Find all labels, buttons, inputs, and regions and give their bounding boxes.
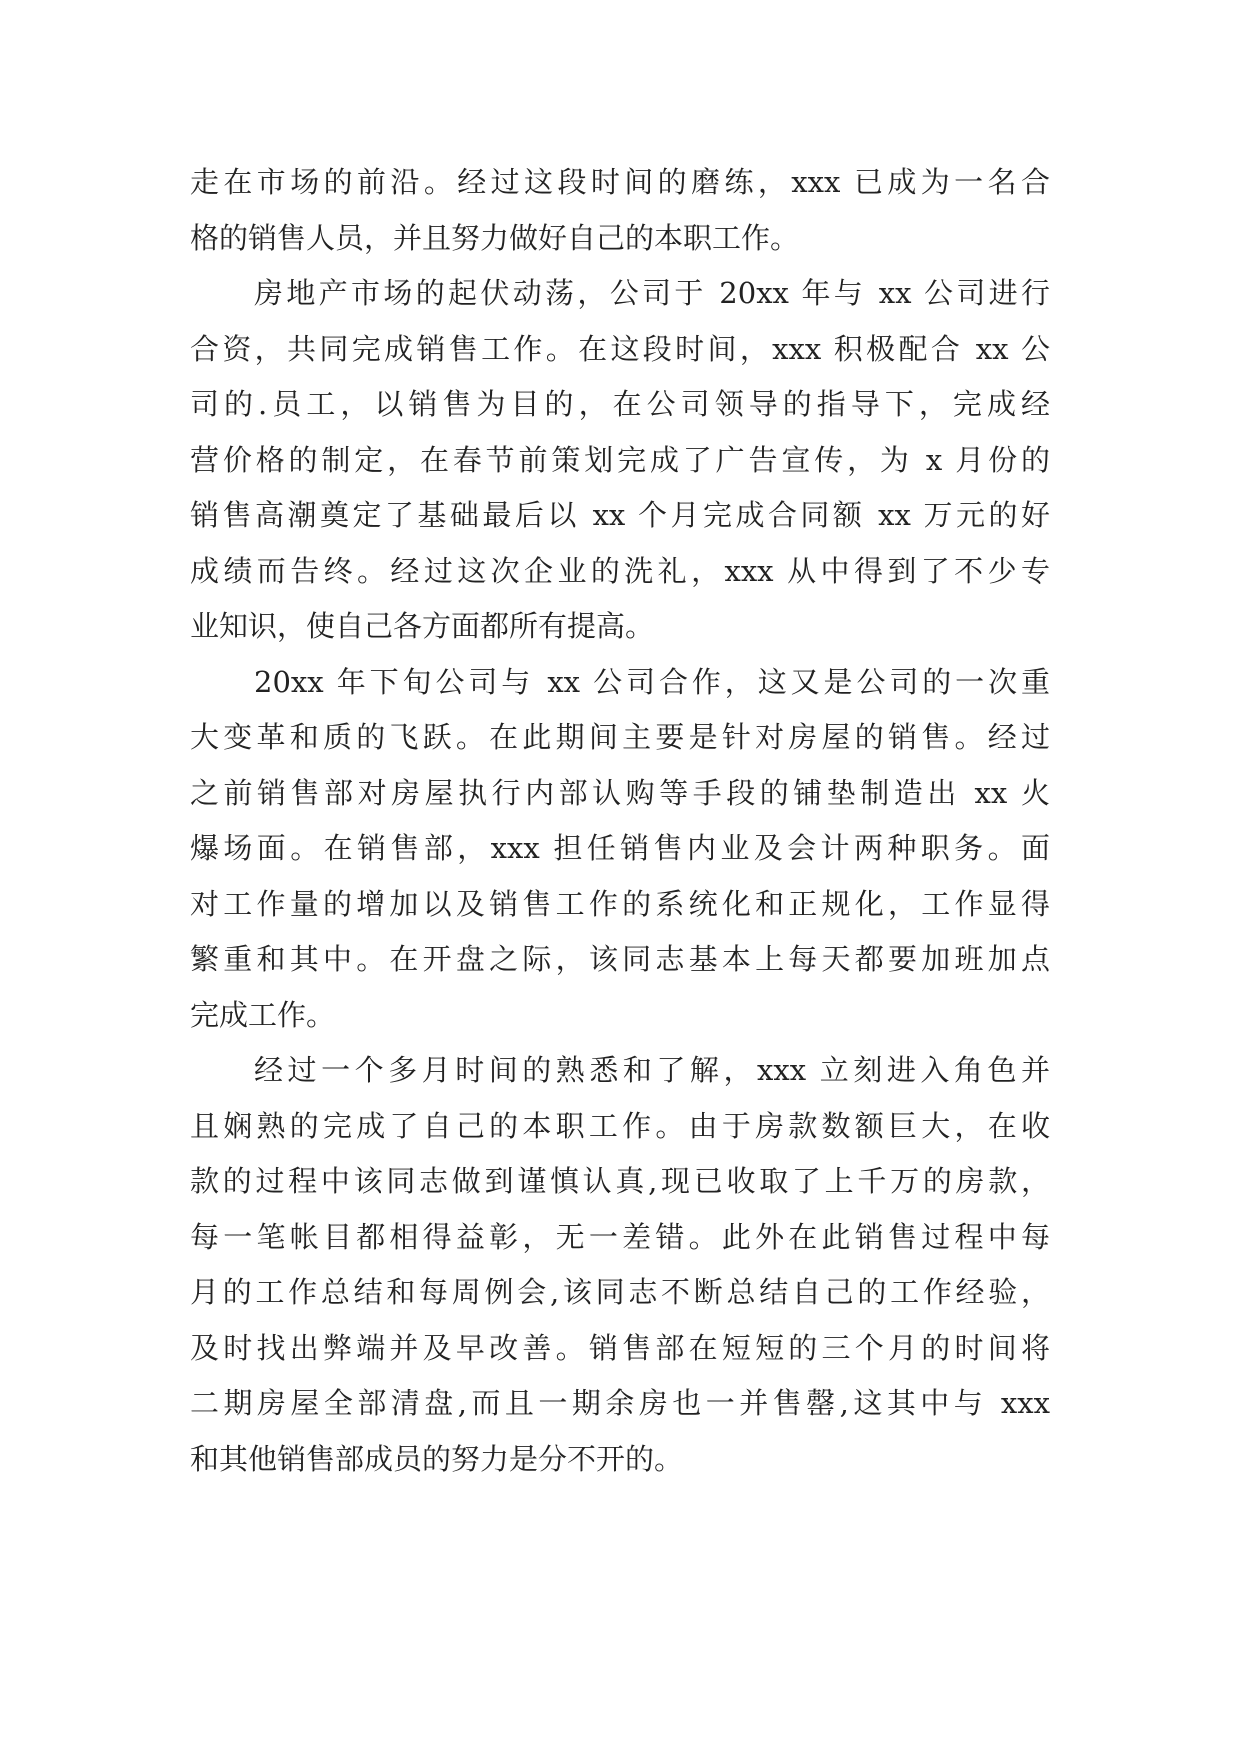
text-line-22: 及时找出弊端并及早改善。销售部在短短的三个月的时间将 xyxy=(190,1330,1050,1365)
text-line-9: 业知识，使自己各方面都所有提高。 xyxy=(190,609,655,643)
text-line-2: 格的销售人员，并且努力做好自己的本职工作。 xyxy=(190,220,800,255)
text-line-12: 之前销售部对房屋执行内部认购等手段的铺垫制造出 xx 火 xyxy=(190,775,1050,810)
text-line-4: 合资，共同完成销售工作。在这段时间，xxx 积极配合 xx 公 xyxy=(190,331,1050,366)
text-line-20: 每一笔帐目都相得益彰，无一差错。此外在此销售过程中每 xyxy=(190,1219,1050,1254)
text-line-19: 款的过程中该同志做到谨慎认真,现已收取了上千万的房款， xyxy=(190,1164,1050,1198)
text-line-10: 20xx 年下旬公司与 xx 公司合作，这又是公司的一次重 xyxy=(254,664,1050,699)
text-line-15: 繁重和其中。在开盘之际，该同志基本上每天都要加班加点 xyxy=(190,942,1050,976)
text-line-3: 房地产市场的起伏动荡，公司于 20xx 年与 xx 公司进行 xyxy=(254,276,1050,310)
text-line-16: 完成工作。 xyxy=(190,997,336,1032)
text-line-1: 走在市场的前沿。经过这段时间的磨练，xxx 已成为一名合 xyxy=(190,165,1050,199)
text-line-5: 司的.员工，以销售为目的，在公司领导的指导下，完成经 xyxy=(190,387,1050,421)
text-line-8: 成绩而告终。经过这次企业的洗礼，xxx 从中得到了不少专 xyxy=(190,553,1050,588)
text-line-17: 经过一个多月时间的熟悉和了解，xxx 立刻进入角色并 xyxy=(254,1053,1050,1087)
text-line-6: 营价格的制定，在春节前策划完成了广告宣传，为 x 月份的 xyxy=(190,442,1050,477)
text-line-24: 和其他销售部成员的努力是分不开的。 xyxy=(190,1441,684,1476)
text-line-13: 爆场面。在销售部，xxx 担任销售内业及会计两种职务。面 xyxy=(190,831,1050,865)
text-line-23: 二期房屋全部清盘,而且一期余房也一并售罄,这其中与 xxx xyxy=(190,1386,1050,1420)
text-line-14: 对工作量的增加以及销售工作的系统化和正规化，工作显得 xyxy=(190,886,1050,921)
body-text xyxy=(190,155,1050,1487)
text-line-18: 且娴熟的完成了自己的本职工作。由于房款数额巨大，在收 xyxy=(190,1108,1050,1143)
text-line-11: 大变革和质的飞跃。在此期间主要是针对房屋的销售。经过 xyxy=(190,720,1050,754)
text-line-21: 月的工作总结和每周例会,该同志不断总结自己的工作经验， xyxy=(190,1275,1050,1309)
text-line-7: 销售高潮奠定了基础最后以 xx 个月完成合同额 xx 万元的好 xyxy=(190,498,1050,532)
